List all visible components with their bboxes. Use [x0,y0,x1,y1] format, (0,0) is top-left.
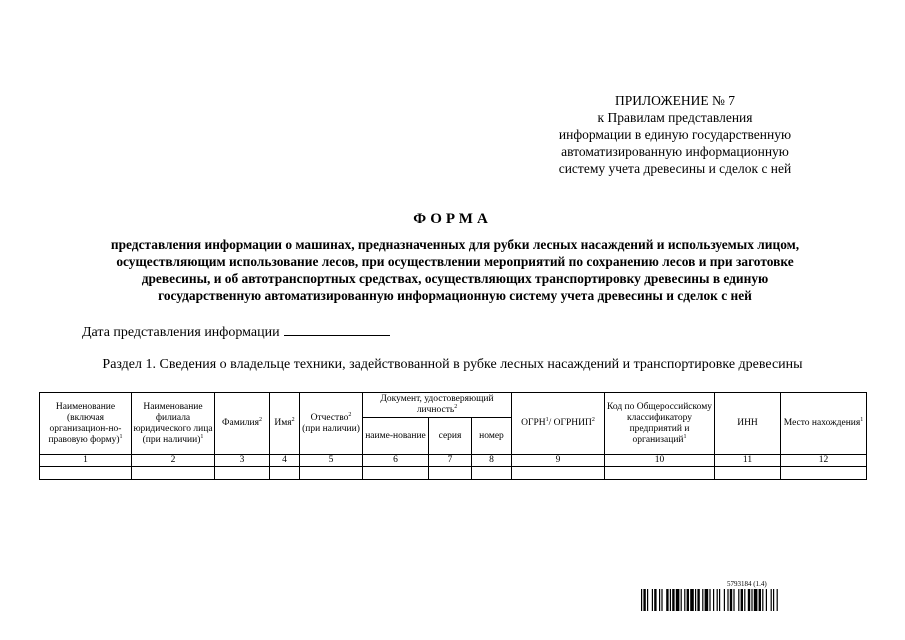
footnote-mark: 2 [348,411,352,418]
column-number: 8 [472,455,512,467]
data-entry-row [40,467,867,480]
appendix-header [530,92,820,177]
entry-cell[interactable] [270,467,300,480]
owner-info-table [39,392,867,480]
entry-cell[interactable] [215,467,270,480]
column-number: 6 [363,455,429,467]
entry-cell[interactable] [512,467,605,480]
submission-date-field[interactable] [284,322,390,336]
entry-cell[interactable] [300,467,363,480]
submission-date-row [82,322,390,341]
footnote-mark: 2 [259,416,262,423]
header-identity-document [363,393,512,418]
entry-cell[interactable] [363,467,429,480]
header-location [781,393,867,455]
subtitle-line: государственную автоматизированную информационную систему учета древесины и сделок с ней [158,288,752,303]
header-branch [132,393,215,455]
subtitle-line: древесины, и об автотранспортных средствах, осуществляющих транспортировку древесины в единую [141,271,769,286]
header-patronymic [300,393,363,455]
entry-cell[interactable] [472,467,512,480]
footnote-mark: 1 [200,433,204,440]
header-branch-text: Наименование филиала юридического лица (при наличии) [133,401,213,445]
subtitle-line: представления информации о машинах, предназначенных для рубки лесных насаждений и используемых лицом, [110,237,800,252]
barcode-image [641,589,859,611]
header-okpo-text: Код по Общероссийскому классификатору предприятий и организаций [606,401,712,445]
footnote-mark: 1 [119,433,123,440]
header-inn: ИНН [715,393,781,455]
entry-cell[interactable] [429,467,472,480]
header-patronymic-text: Отчество [310,412,349,423]
entry-cell[interactable] [132,467,215,480]
header-ogrn-text: ОГРН [521,418,546,428]
appendix-line: информации в единую государственную [558,127,792,142]
header-doc-name: наиме-нование [363,418,429,455]
form-title: ФОРМА [413,211,492,227]
header-first-name-text: Имя [274,418,292,428]
column-number: 7 [429,455,472,467]
column-number: 1 [40,455,132,467]
appendix-line: ПРИЛОЖЕНИЕ № 7 [614,93,736,108]
footnote-mark: 1 [683,433,687,440]
header-patronymic-note: (при наличии) [302,423,360,434]
header-name-text: Наименование (включая организацион-но-правовую форму) [48,401,122,445]
entry-cell[interactable] [715,467,781,480]
appendix-line: систему учета древесины и сделок с ней [558,161,792,176]
form-subtitle [55,236,855,304]
subtitle-line: осуществляющим использование лесов, при осуществлении мероприятий по сохранению лесов и при заготовке [116,254,794,269]
barcode-number: 5793184 (1.4) [727,580,767,588]
header-surname [215,393,270,455]
column-number: 12 [781,455,867,467]
submission-date-label: Дата представления информации [82,325,280,340]
appendix-line: к Правилам представления [597,110,753,125]
header-ogrn [512,393,605,455]
header-doc-number: номер [472,418,512,455]
column-number: 4 [270,455,300,467]
footnote-mark: 1 [860,416,864,423]
entry-cell[interactable] [605,467,715,480]
column-number: 5 [300,455,363,467]
entry-cell[interactable] [40,467,132,480]
column-numbers-row [40,455,867,467]
header-location-text: Место нахождения [783,418,861,428]
header-name [40,393,132,455]
header-identity-document-text: Документ, удостоверяющий личность [380,394,494,415]
section-title: Раздел 1. Сведения о владельце техники, задействованной в рубке лесных насаждений и транспортировке древесины [102,357,803,372]
appendix-line: автоматизированную информационную [561,144,789,159]
column-number: 3 [215,455,270,467]
footnote-mark: 1 [545,416,549,423]
header-okpo [605,393,715,455]
footnote-mark: 2 [591,416,595,423]
column-number: 9 [512,455,605,467]
column-number: 11 [715,455,781,467]
footnote-mark: 2 [291,416,295,423]
header-first-name [270,393,300,455]
column-number: 2 [132,455,215,467]
header-ogrnip-text: / ОГРНИП [548,418,592,428]
header-doc-series: серия [429,418,472,455]
entry-cell[interactable] [781,467,867,480]
footnote-mark: 2 [454,403,458,410]
column-number: 10 [605,455,715,467]
header-surname-text: Фамилия [221,418,259,428]
